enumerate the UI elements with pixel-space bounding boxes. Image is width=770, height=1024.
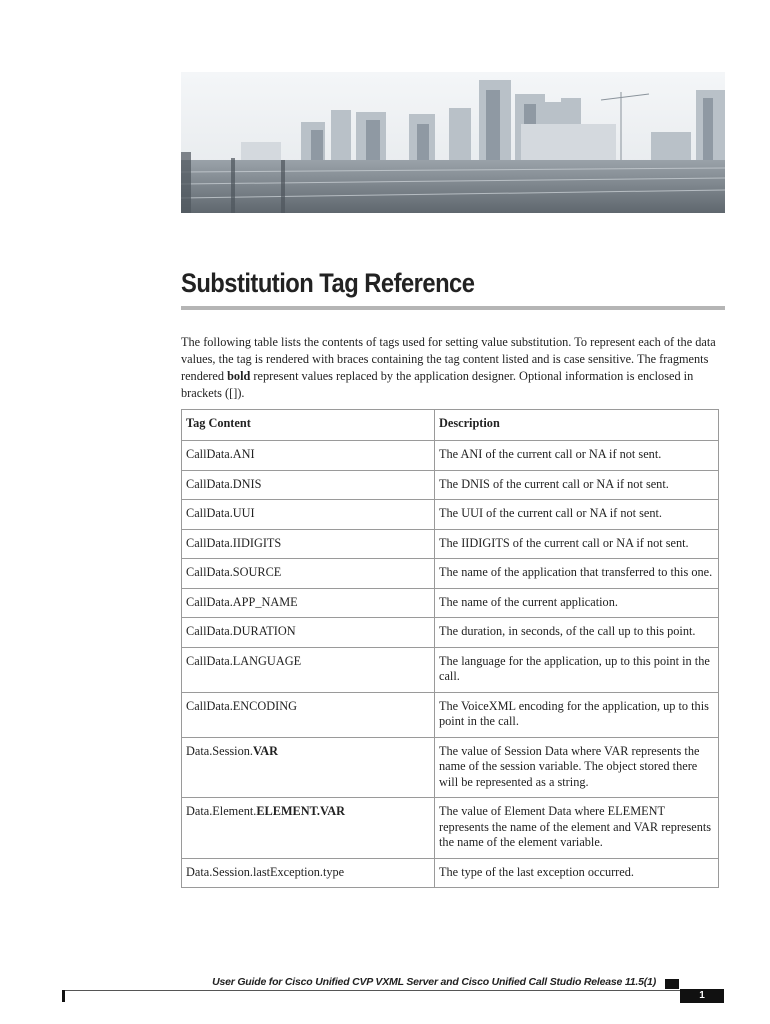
tag-content-cell xyxy=(182,692,435,737)
substitution-tag-table xyxy=(181,409,719,888)
intro-text-part1: The following table lists the contents of tags used for setting value substitution. To represent each of the data values, the tag is rendered with braces containing the tag content listed and is case sensitive. The fragments rendered xyxy=(181,335,716,383)
column-header-description: Description xyxy=(435,410,719,441)
tag-content-text: CallData.DNIS xyxy=(186,476,262,491)
table-row xyxy=(182,692,719,737)
intro-bold-word: bold xyxy=(227,369,251,383)
table-row xyxy=(182,798,719,859)
table-row xyxy=(182,559,719,589)
intro-text-part2: represent values replaced by the application designer. Optional information is enclosed in brackets ([]). xyxy=(181,369,694,400)
tag-content-cell xyxy=(182,470,435,500)
description-cell: The type of the last exception occurred. xyxy=(435,858,719,888)
description-cell: The language for the application, up to this point in the call. xyxy=(435,647,719,692)
page-number: 1 xyxy=(680,989,724,1003)
tag-content-text: Data.Session.lastException.type xyxy=(186,864,345,879)
header-cityscape-image xyxy=(181,72,725,213)
tag-content-cell xyxy=(182,737,435,798)
column-header-tag-content: Tag Content xyxy=(182,410,435,441)
tag-content-text: CallData.LANGUAGE xyxy=(186,653,302,668)
description-cell: The value of Session Data where VAR represents the name of the session variable. The object stored there will be represented as a string. xyxy=(435,737,719,798)
tag-content-text: CallData.ANI xyxy=(186,447,255,461)
tag-content-text: CallData.SOURCE xyxy=(186,565,282,579)
tag-content-cell xyxy=(182,618,435,648)
tag-content-cell xyxy=(182,647,435,692)
tag-content-text: CallData.IIDIGITS xyxy=(186,535,282,550)
tag-content-cell xyxy=(182,441,435,471)
footer-rule xyxy=(62,990,680,991)
title-underline xyxy=(181,306,725,310)
page-title: Substitution Tag Reference xyxy=(181,268,475,298)
tag-content-text: Data.Element. xyxy=(186,804,257,818)
tag-content-cell xyxy=(182,858,435,888)
intro-paragraph xyxy=(181,334,721,402)
description-cell: The name of the current application. xyxy=(435,588,719,618)
tag-content-text: CallData.ENCODING xyxy=(186,698,297,713)
tag-content-cell xyxy=(182,500,435,530)
description-cell: The IIDIGITS of the current call or NA if not sent. xyxy=(435,529,719,559)
description-cell: The value of Element Data where ELEMENT represents the name of the element and VAR represents the name of the element variable. xyxy=(435,798,719,859)
description-cell: The DNIS of the current call or NA if not sent. xyxy=(435,470,719,500)
description-cell: The UUI of the current call or NA if not sent. xyxy=(435,500,719,530)
tag-content-cell xyxy=(182,588,435,618)
tag-content-variable: VAR xyxy=(252,743,279,758)
description-cell: The ANI of the current call or NA if not sent. xyxy=(435,441,719,471)
tag-content-cell xyxy=(182,559,435,589)
footer-guide-title: User Guide for Cisco Unified CVP VXML Server and Cisco Unified Call Studio Release 11.5(1) xyxy=(212,976,656,988)
table-row xyxy=(182,529,719,559)
tag-content-text: CallData.APP_NAME xyxy=(186,594,298,609)
table-header-row xyxy=(182,410,719,441)
description-cell: The name of the application that transferred to this one. xyxy=(435,559,719,589)
tag-content-text: CallData.DURATION xyxy=(186,624,296,638)
table-row xyxy=(182,858,719,888)
tag-content-variable: ELEMENT.VAR xyxy=(256,804,346,818)
table-row xyxy=(182,470,719,500)
tag-content-cell xyxy=(182,798,435,859)
table-row xyxy=(182,441,719,471)
footer-marker xyxy=(665,979,679,989)
table-row xyxy=(182,618,719,648)
description-cell: The duration, in seconds, of the call up to this point. xyxy=(435,618,719,648)
description-cell: The VoiceXML encoding for the application, up to this point in the call. xyxy=(435,692,719,737)
footer-left-tick xyxy=(62,990,65,1002)
table-row xyxy=(182,500,719,530)
table-row xyxy=(182,737,719,798)
tag-content-text: CallData.UUI xyxy=(186,506,255,520)
tag-content-text: Data.Session. xyxy=(186,743,253,758)
table-row xyxy=(182,647,719,692)
table-row xyxy=(182,588,719,618)
tag-content-cell xyxy=(182,529,435,559)
